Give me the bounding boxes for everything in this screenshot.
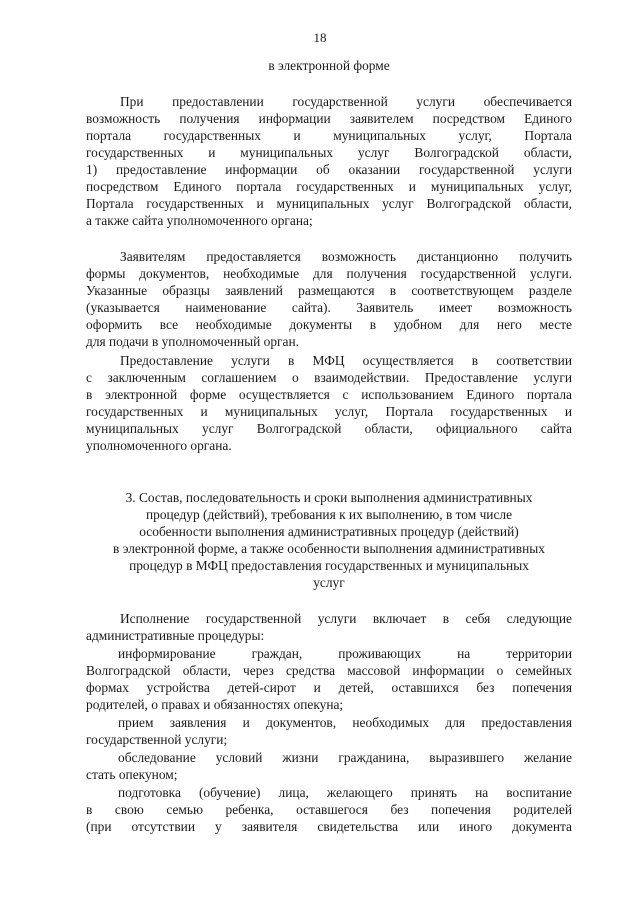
text-line: Указанные образцы заявлений размещаются в соответствующем разделе xyxy=(86,283,572,298)
text-line: уполномоченного органа. xyxy=(86,438,232,453)
text-line: (указывается наименование сайта). Заявитель имеет возможность xyxy=(86,300,572,315)
continued-line: в электронной форме xyxy=(268,58,390,73)
text-line: в электронной форме осуществляется с использованием Единого портала xyxy=(86,387,572,402)
text-line: в свою семью ребенка, оставшегося без попечения родителей xyxy=(86,802,572,817)
text-line: 1) предоставление информации об оказании государственной услуги xyxy=(86,162,572,177)
text-line: портала государственных и муниципальных услуг, Портала xyxy=(86,128,572,143)
text-line: формах устройства детей-сирот и детей, оставшихся без попечения xyxy=(86,680,572,695)
text-line: административные процедуры: xyxy=(86,628,265,643)
heading-line: процедур (действий), требования к их выполнению, в том числе xyxy=(145,507,513,522)
heading-line: в электронной форме, а также особенности выполнения административных xyxy=(113,541,545,556)
heading-line: услуг xyxy=(313,575,345,590)
text-line: Заявителям предоставляется возможность дистанционно получить xyxy=(120,249,572,264)
text-line: а также сайта уполномоченного органа; xyxy=(86,213,313,228)
page-number: 18 xyxy=(313,30,327,45)
heading-line: особенности выполнения административных процедур (действий) xyxy=(139,524,519,539)
text-line: посредством Единого портала государственных и муниципальных услуг, xyxy=(86,179,572,194)
heading-line: процедур в МФЦ предоставления государственных и муниципальных xyxy=(129,558,529,573)
text-line: муниципальных услуг Волгоградской области, официального сайта xyxy=(86,421,572,436)
text-line: информирование граждан, проживающих на территории xyxy=(118,646,572,661)
text-line: для подачи в уполномоченный орган. xyxy=(86,334,299,349)
text-line: При предоставлении государственной услуги обеспечивается xyxy=(120,94,572,109)
text-line: стать опекуном; xyxy=(86,767,178,782)
text-line: обследование условий жизни гражданина, выразившего желание xyxy=(118,750,572,765)
heading-line: 3. Состав, последовательность и сроки выполнения административных xyxy=(125,490,533,505)
text-line: государственных и муниципальных услуг Волгоградской области, xyxy=(86,145,572,160)
text-line: государственной услуги; xyxy=(86,732,228,747)
text-line: Исполнение государственной услуги включает в себя следующие xyxy=(120,611,572,626)
text-line: Волгоградской области, через средства массовой информации о семейных xyxy=(86,663,572,678)
text-line: государственных и муниципальных услуг, Портала государственных и xyxy=(86,404,572,419)
text-line: Предоставление услуги в МФЦ осуществляется в соответствии xyxy=(120,353,572,368)
text-line: возможность получения информации заявителем посредством Единого xyxy=(86,111,572,126)
text-line: оформить все необходимые документы в удобном для него месте xyxy=(86,317,572,332)
text-line: родителей, о правах и обязанностях опекуна; xyxy=(86,697,344,712)
text-line: с заключенным соглашением о взаимодействии. Предоставление услуги xyxy=(86,370,572,385)
text-line: Портала государственных и муниципальных услуг Волгоградской области, xyxy=(86,196,572,211)
text-line: формы документов, необходимые для получения государственной услуги. xyxy=(86,266,572,281)
text-line: прием заявления и документов, необходимых для предоставления xyxy=(118,715,572,730)
text-line: (при отсутствии у заявителя свидетельства или иного документа xyxy=(86,819,572,834)
text-line: подготовка (обучение) лица, желающего принять на воспитание xyxy=(118,785,572,800)
